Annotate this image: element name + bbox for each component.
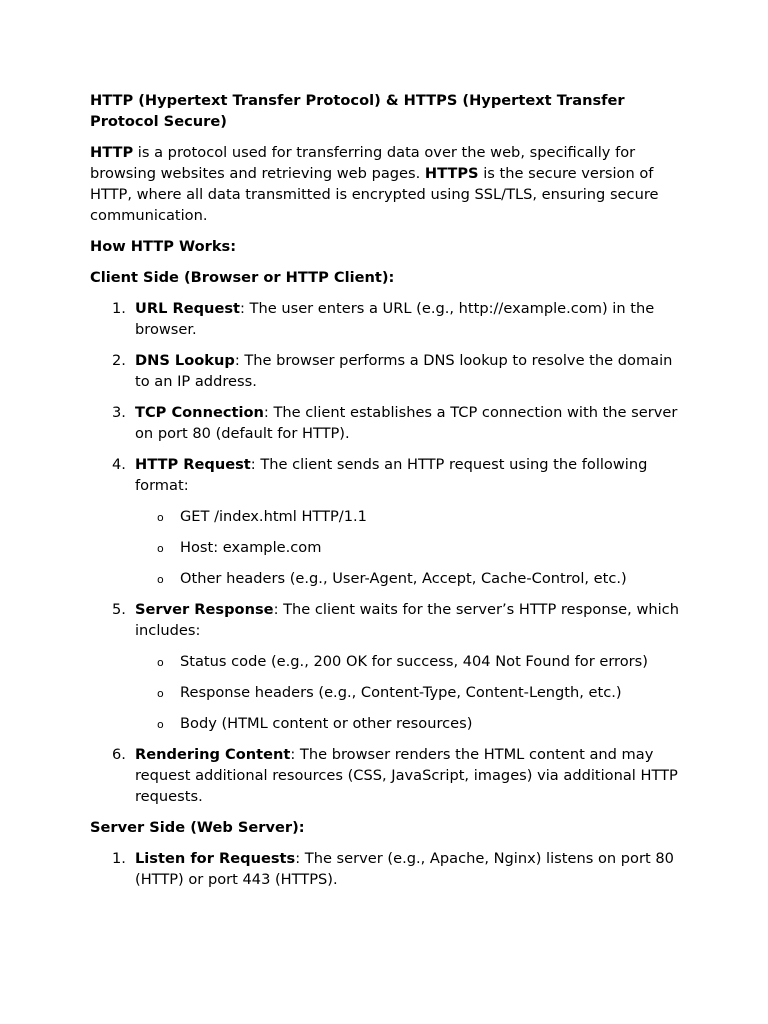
list-item bbox=[90, 744, 682, 807]
sub-list-item bbox=[135, 506, 682, 527]
document-title-text: HTTP (Hypertext Transfer Protocol) & HTTPS (Hypertext Transfer Protocol Secure) bbox=[90, 92, 625, 130]
list-item-text: : The client establishes a TCP connection with the server on port 80 (default for HTTP). bbox=[135, 404, 678, 442]
bullet-icon: o bbox=[157, 687, 164, 700]
intro-text-2: is the secure version of HTTP, where all data transmitted is encrypted using SSL/TLS, ensuring secure communication. bbox=[90, 165, 659, 224]
sub-list-item bbox=[135, 537, 682, 558]
bullet-icon: o bbox=[157, 656, 164, 669]
sub-list bbox=[135, 506, 682, 589]
sub-list-item bbox=[135, 568, 682, 589]
list-item-term: Rendering Content bbox=[135, 746, 291, 763]
bullet-icon: o bbox=[157, 573, 164, 586]
bullet-icon: o bbox=[157, 511, 164, 524]
list-item bbox=[90, 848, 682, 890]
sub-list bbox=[135, 651, 682, 734]
document-title bbox=[90, 90, 682, 132]
client-steps-list bbox=[90, 298, 682, 807]
sub-list-item bbox=[135, 682, 682, 703]
list-item-term: URL Request bbox=[135, 300, 240, 317]
intro-text-1: is a protocol used for transferring data over the web, specifically for browsing websites and retrieving web pages. bbox=[90, 144, 636, 182]
list-item bbox=[90, 599, 682, 734]
list-item-text: : The server (e.g., Apache, Nginx) listens on port 80 (HTTP) or port 443 (HTTPS). bbox=[135, 850, 674, 888]
list-item-number: 4. bbox=[112, 456, 126, 473]
sub-list-item-text: Host: example.com bbox=[180, 539, 322, 556]
list-item bbox=[90, 298, 682, 340]
client-side-heading bbox=[90, 267, 682, 288]
server-side-heading bbox=[90, 817, 682, 838]
list-item bbox=[90, 350, 682, 392]
sub-list-item-text: Body (HTML content or other resources) bbox=[180, 715, 473, 732]
list-item-term: Listen for Requests bbox=[135, 850, 296, 867]
list-item-number: 6. bbox=[112, 746, 126, 763]
list-item-number: 3. bbox=[112, 404, 126, 421]
bullet-icon: o bbox=[157, 542, 164, 555]
list-item bbox=[90, 454, 682, 589]
bullet-icon: o bbox=[157, 718, 164, 731]
sub-list-item-text: Response headers (e.g., Content-Type, Content-Length, etc.) bbox=[180, 684, 622, 701]
intro-term-https: HTTPS bbox=[424, 165, 479, 182]
sub-list-item-text: Other headers (e.g., User-Agent, Accept, Cache-Control, etc.) bbox=[180, 570, 627, 587]
document-body bbox=[90, 90, 682, 900]
list-item-number: 1. bbox=[112, 850, 126, 867]
how-http-works-heading-text: How HTTP Works: bbox=[90, 238, 237, 255]
list-item-number: 1. bbox=[112, 300, 126, 317]
intro-term-http: HTTP bbox=[90, 144, 134, 161]
client-side-heading-text: Client Side (Browser or HTTP Client): bbox=[90, 269, 395, 286]
intro-paragraph bbox=[90, 142, 682, 226]
sub-list-item-text: GET /index.html HTTP/1.1 bbox=[180, 508, 367, 525]
list-item-text: : The client sends an HTTP request using the following format: bbox=[135, 456, 648, 494]
sub-list-item bbox=[135, 713, 682, 734]
list-item-term: HTTP Request bbox=[135, 456, 251, 473]
list-item-term: Server Response bbox=[135, 601, 274, 618]
how-http-works-heading bbox=[90, 236, 682, 257]
list-item-number: 2. bbox=[112, 352, 126, 369]
list-item-number: 5. bbox=[112, 601, 126, 618]
list-item-term: TCP Connection bbox=[135, 404, 264, 421]
list-item-text: : The browser renders the HTML content and may request additional resources (CSS, JavaScript, images) via additional HTTP requests. bbox=[135, 746, 678, 805]
server-steps-list bbox=[90, 848, 682, 890]
list-item-text: : The browser performs a DNS lookup to resolve the domain to an IP address. bbox=[135, 352, 673, 390]
list-item-text: : The user enters a URL (e.g., http://example.com) in the browser. bbox=[135, 300, 655, 338]
list-item-term: DNS Lookup bbox=[135, 352, 235, 369]
list-item-text: : The client waits for the server’s HTTP response, which includes: bbox=[135, 601, 679, 639]
server-side-heading-text: Server Side (Web Server): bbox=[90, 819, 305, 836]
sub-list-item bbox=[135, 651, 682, 672]
list-item bbox=[90, 402, 682, 444]
sub-list-item-text: Status code (e.g., 200 OK for success, 404 Not Found for errors) bbox=[180, 653, 648, 670]
